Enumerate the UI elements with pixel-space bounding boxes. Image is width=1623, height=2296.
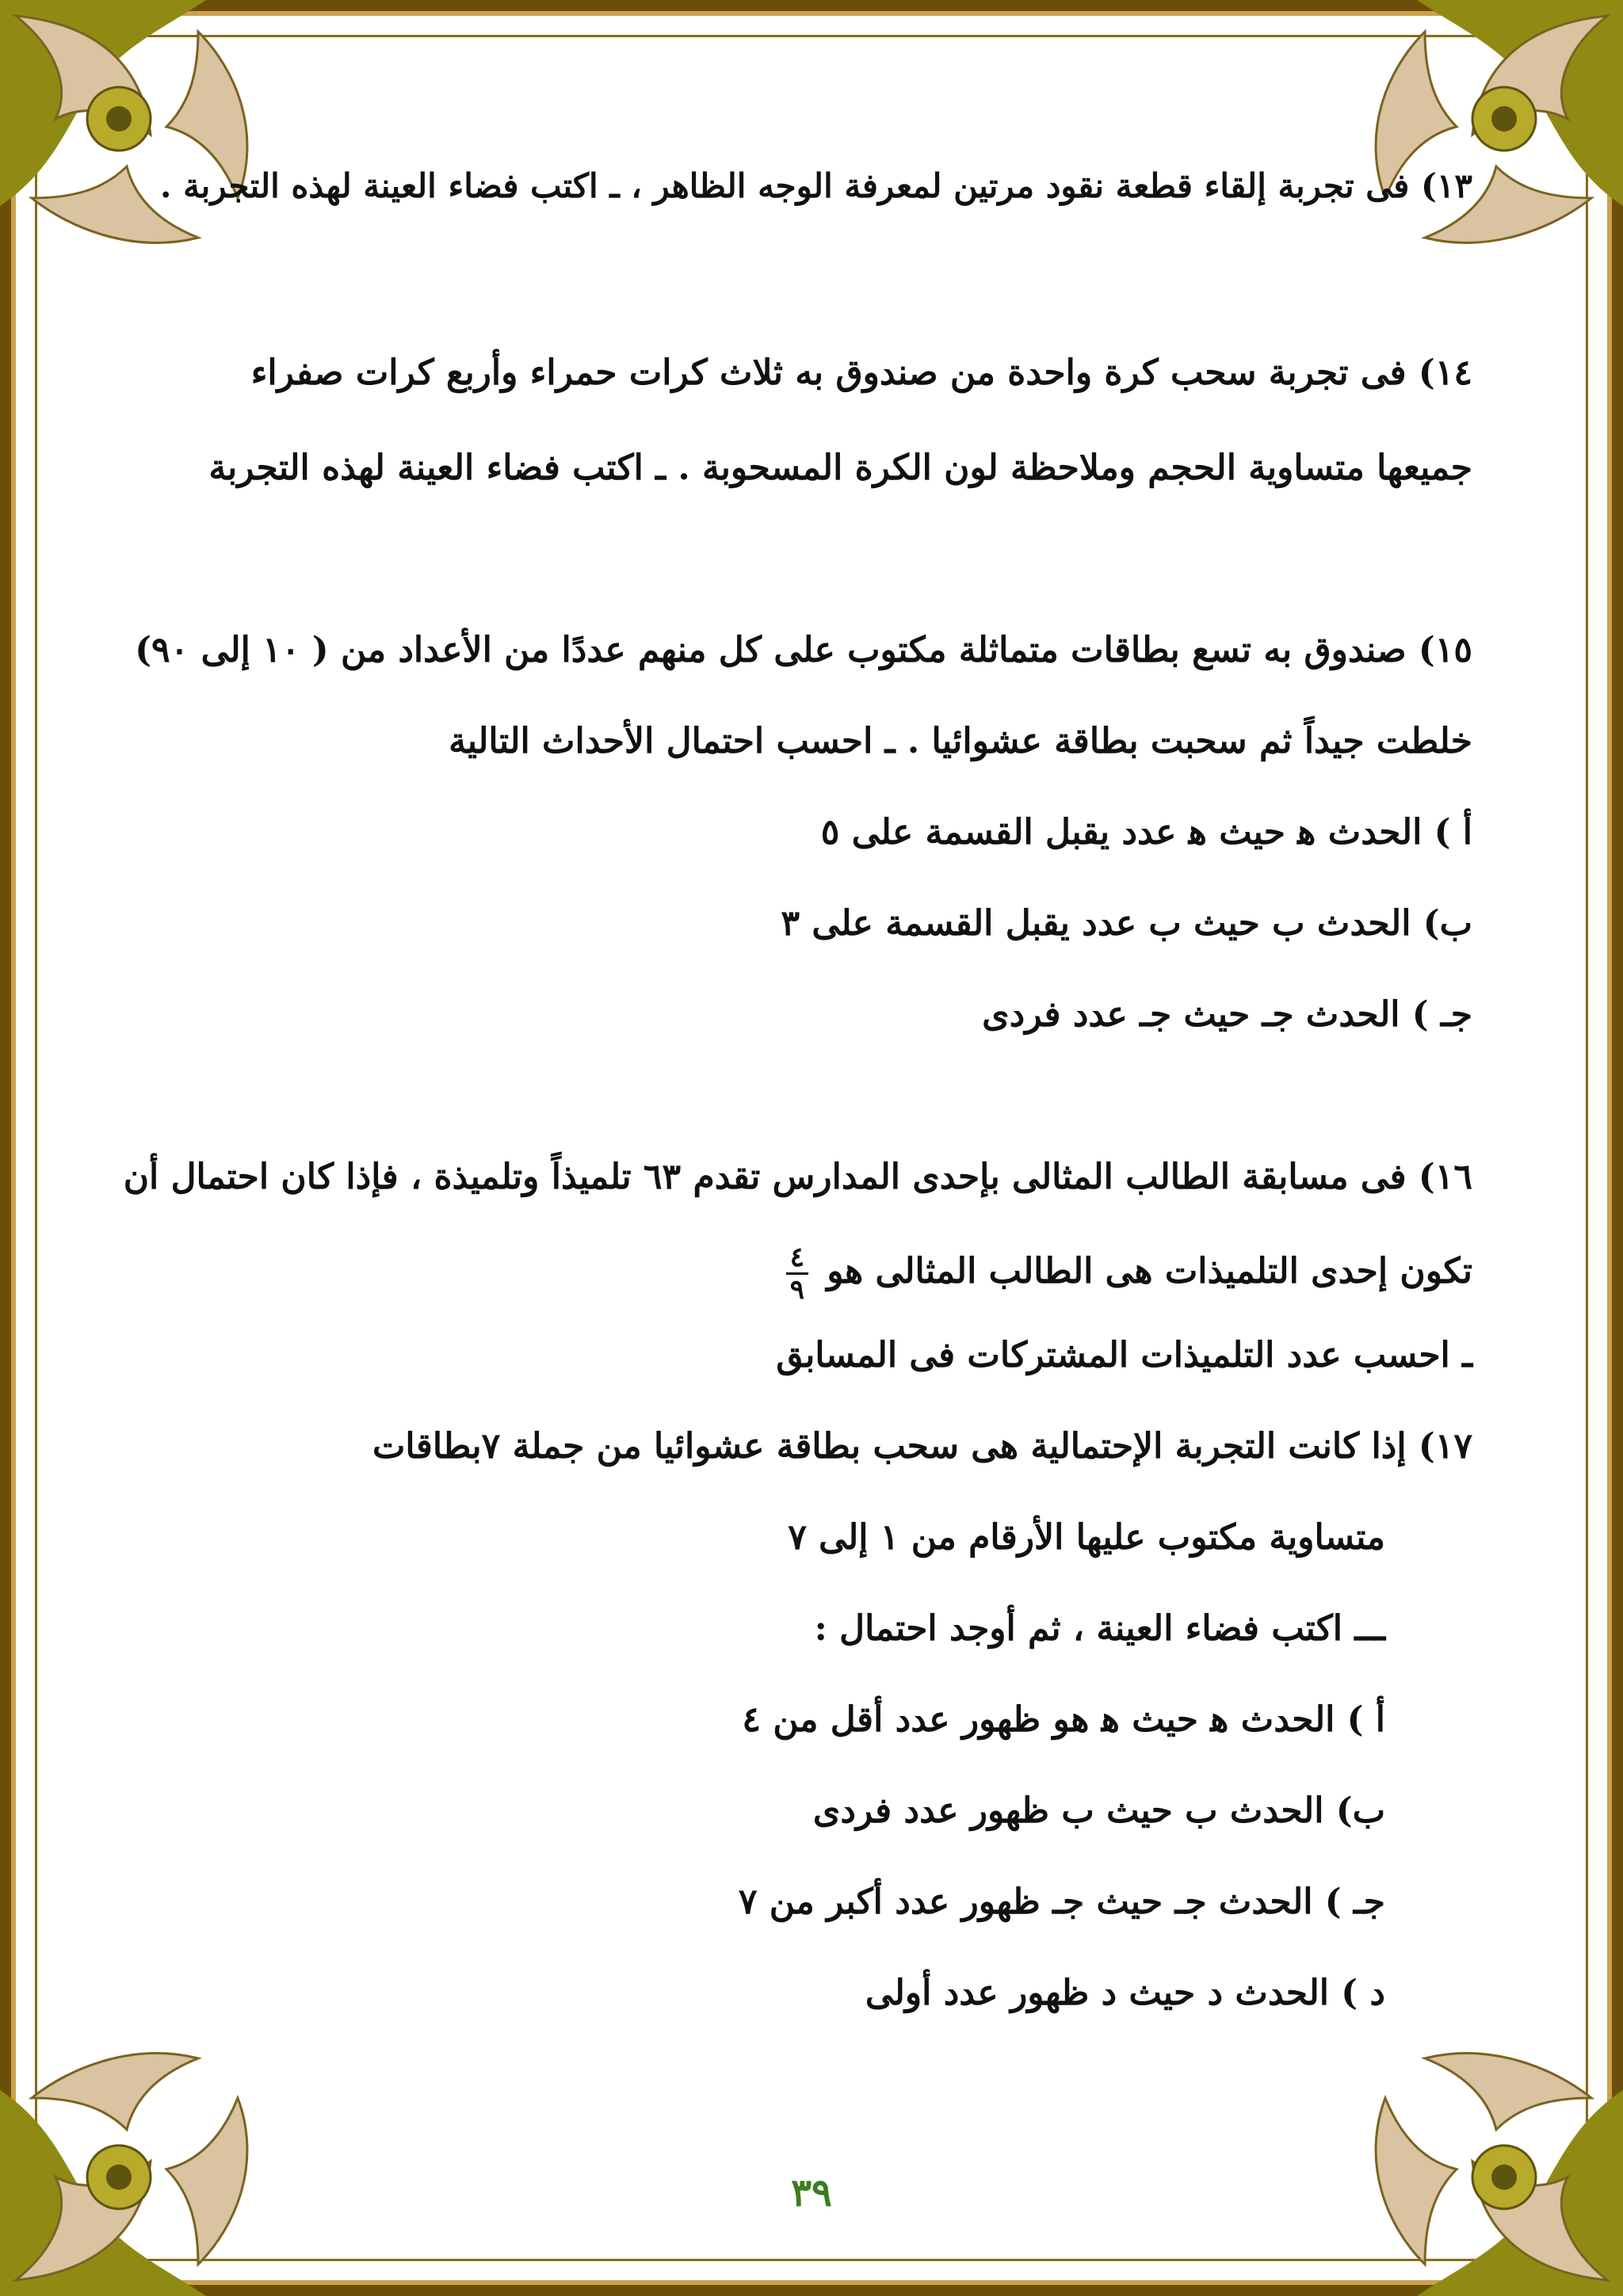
problem-15-part-a: أ ) الحدث ﻫ حيث ﻫ عدد يقبل القسمة على ٥ <box>820 812 1472 852</box>
problem-17-part-d: د ) الحدث د حيث د ظهور عدد أولى <box>865 1973 1385 2013</box>
problem-17-line-3: ـــ اكتب فضاء العينة ، ثم أوجد احتمال : <box>814 1608 1385 1649</box>
problem-17-part-c: جـ ) الحدث جـ حيث جـ ظهور عدد أكبر من ٧ <box>738 1882 1385 1922</box>
problem-15-line-2: خلطت جيداً ثم سحبت بطاقة عشوائيا . ـ احسب احتمال الأحداث التالية <box>449 721 1472 761</box>
fraction-numerator: ٤ <box>789 1241 805 1273</box>
problem-16-line-3: ـ احسب عدد التلميذات المشتركات فى المسابق <box>776 1335 1472 1375</box>
problem-14-line-1: ١٤) فى تجربة سحب كرة واحدة من صندوق به ثلاث كرات حمراء وأربع كرات صفراء <box>250 353 1472 393</box>
problem-17-part-a: أ ) الحدث ﻫ حيث ﻫ هو ظهور عدد أقل من ٤ <box>742 1699 1385 1740</box>
problem-16-line-2-text: تكون إحدى التلميذات هى الطالب المثالى هو <box>827 1251 1472 1291</box>
problem-15-part-b: ب) الحدث ب حيث ب عدد يقبل القسمة على ٣ <box>781 903 1472 944</box>
probability-fraction <box>786 1241 808 1306</box>
problem-16-line-2 <box>786 1241 1472 1306</box>
corner-ornament-icon <box>0 1963 333 2296</box>
problem-15-line-1: ١٥) صندوق به تسع بطاقات متماثلة مكتوب على كل منهم عددًا من الأعداد من ( ١٠ إلى ٩٠) <box>135 630 1472 670</box>
problem-13: ١٣) فى تجربة إلقاء قطعة نقود مرتين لمعرفة الوجه الظاهر ، ـ اكتب فضاء العينة لهذه التجربة . <box>159 166 1472 205</box>
problem-15-part-c: جـ ) الحدث جـ حيث جـ عدد فردى <box>982 994 1472 1035</box>
problem-17-part-b: ب) الحدث ب حيث ب ظهور عدد فردى <box>812 1791 1385 1831</box>
problem-16-line-1: ١٦) فى مسابقة الطالب المثالى بإحدى المدارس تقدم ٦٣ تلميذاً وتلميذة ، فإذا كان احتمال أن <box>123 1157 1472 1197</box>
page-number: ٣٩ <box>791 2171 832 2215</box>
problem-17-line-1: ١٧) إذا كانت التجربة الإحتمالية هى سحب بطاقة عشوائيا من جملة ٧بطاقات <box>372 1426 1472 1466</box>
problem-14-line-2: جميعها متساوية الحجم وملاحظة لون الكرة المسحوبة . ـ اكتب فضاء العينة لهذه التجربة <box>208 448 1472 488</box>
fraction-denominator: ٩ <box>789 1274 805 1306</box>
problem-17-line-2: متساوية مكتوب عليها الأرقام من ١ إلى ٧ <box>788 1517 1385 1558</box>
